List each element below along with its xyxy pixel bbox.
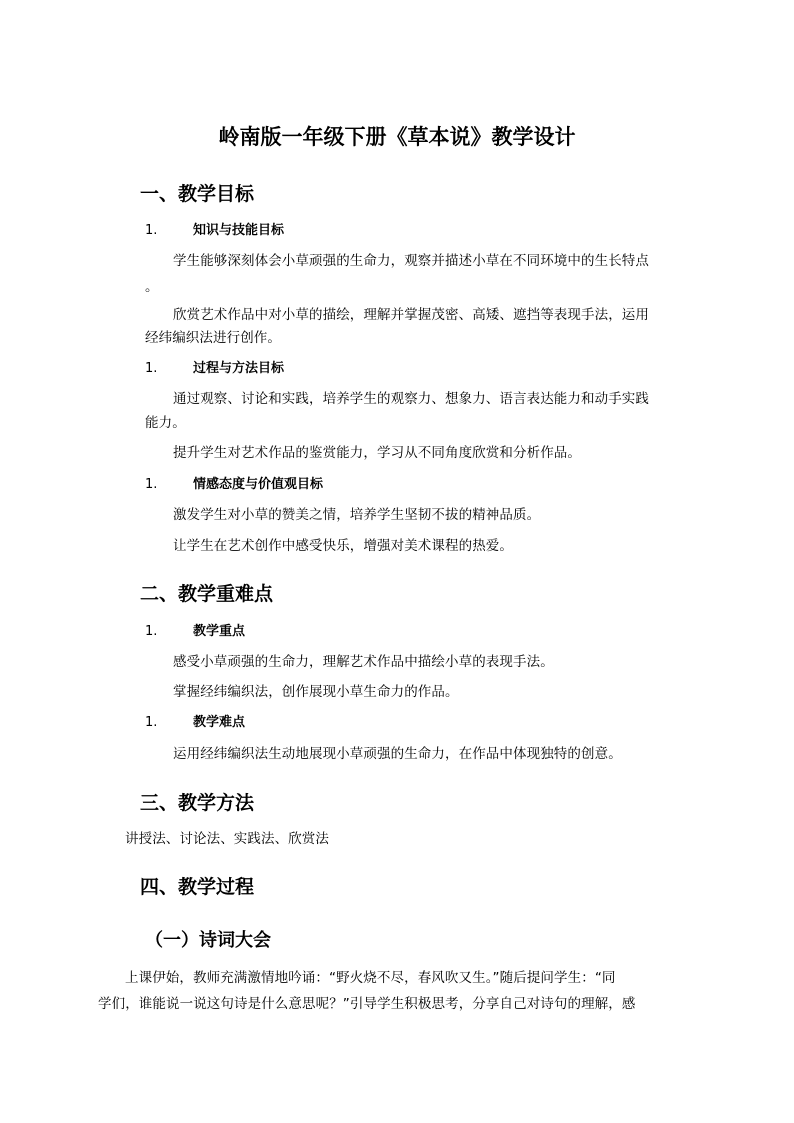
paragraph-line: 经纬编织法进行创作。 bbox=[145, 330, 281, 346]
document-title: 岭南版一年级下册《草本说》教学设计 bbox=[218, 124, 576, 149]
subheading-emotion-values bbox=[145, 475, 323, 495]
paragraph-line: 运用经纬编织法生动地展现小草顽强的生命力，在作品中体现独特的创意。 bbox=[173, 746, 622, 762]
subheading-label: 知识与技能目标 bbox=[193, 223, 285, 238]
list-number: 1. bbox=[145, 624, 158, 639]
paragraph-line: 激发学生对小草的赞美之情，培养学生坚韧不拔的精神品质。 bbox=[173, 507, 541, 523]
paragraph-line: 掌握经纬编织法，创作展现小草生命力的作品。 bbox=[173, 684, 459, 700]
list-number: 1. bbox=[145, 223, 158, 238]
paragraph-line: 学生能够深刻体会小草顽强的生命力，观察并描述小草在不同环境中的生长特点 bbox=[173, 253, 649, 269]
section-heading-process: 四、教学过程 bbox=[140, 876, 255, 898]
section-heading-key-points: 二、教学重难点 bbox=[140, 583, 274, 605]
list-number: 1. bbox=[145, 477, 158, 492]
paragraph-line: 欣赏艺术作品中对小草的描绘，理解并掌握茂密、高矮、遮挡等表现手法，运用 bbox=[173, 307, 649, 323]
section-heading-methods: 三、教学方法 bbox=[140, 792, 255, 814]
subheading-process-method bbox=[145, 359, 284, 379]
paragraph-line: 通过观察、讨论和实践，培养学生的观察力、想象力、语言表达能力和动手实践 bbox=[173, 391, 649, 407]
paragraph-line: 学们，谁能说一说这句诗是什么意思呢？”引导学生积极思考，分享自己对诗句的理解，感 bbox=[98, 996, 636, 1012]
subheading-knowledge-skills bbox=[145, 221, 284, 241]
paragraph-line: 。 bbox=[145, 279, 159, 295]
subsection-heading-poetry: （一）诗词大会 bbox=[145, 930, 271, 951]
paragraph-line: 让学生在艺术创作中感受快乐，增强对美术课程的热爱。 bbox=[173, 538, 513, 554]
subheading-label: 教学难点 bbox=[193, 715, 246, 730]
subheading-label: 过程与方法目标 bbox=[193, 361, 285, 376]
paragraph-line: 能力。 bbox=[145, 415, 186, 431]
paragraph-line: 感受小草顽强的生命力，理解艺术作品中描绘小草的表现手法。 bbox=[173, 654, 554, 670]
list-number: 1. bbox=[145, 361, 158, 376]
paragraph-line: 上课伊始，教师充满激情地吟诵：“野火烧不尽，春风吹又生。”随后提问学生：“同 bbox=[125, 970, 616, 986]
paragraph-line: 提升学生对艺术作品的鉴赏能力，学习从不同角度欣赏和分析作品。 bbox=[173, 445, 581, 461]
list-number: 1. bbox=[145, 715, 158, 730]
section-heading-objectives: 一、教学目标 bbox=[140, 183, 255, 205]
subheading-label: 情感态度与价值观目标 bbox=[193, 477, 324, 492]
subheading-difficulty bbox=[145, 713, 245, 733]
subheading-label: 教学重点 bbox=[193, 624, 246, 639]
paragraph-line: 讲授法、讨论法、实践法、欣赏法 bbox=[125, 831, 329, 847]
subheading-key-focus bbox=[145, 622, 245, 642]
